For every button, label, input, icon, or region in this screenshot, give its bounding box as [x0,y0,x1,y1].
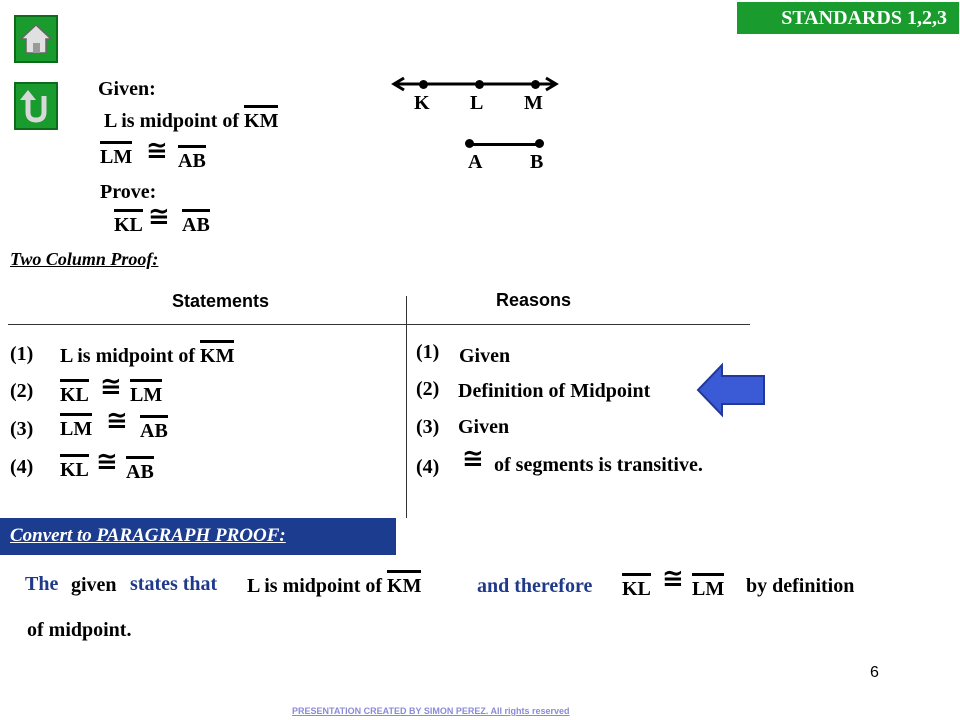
paragraph-and-therefore: and therefore [477,575,593,597]
table-horizontal-rule [8,324,750,325]
segment-lm: LM [100,146,133,168]
congruent-icon: ≅ [462,444,484,474]
reason-4: of segments is transitive. [494,454,703,476]
congruent-icon: ≅ [96,447,118,477]
row-number: (3) [10,418,34,440]
back-button[interactable] [14,82,58,130]
label-l: L [470,92,484,114]
reason-number: (3) [416,416,440,438]
u-turn-back-icon [16,84,56,128]
paragraph-of-midpoint: of midpoint. [27,619,132,641]
footer-credit-link[interactable]: PRESENTATION CREATED BY SIMON PEREZ. All rights reserved [292,706,570,716]
segment-km: KM [200,345,235,367]
given-label: Given: [98,78,156,100]
segment-lm: LM [130,384,163,406]
standards-badge [737,2,959,34]
segment-ab: AB [126,461,154,483]
given-line-1 [104,110,278,132]
point-b [535,139,544,148]
segment-kl: KL [622,578,651,600]
convert-banner-label: Convert to PARAGRAPH PROOF: [10,525,286,546]
segment-ab: AB [140,420,168,442]
row-number: (4) [10,456,34,478]
home-icon [16,17,56,61]
statement-1 [60,345,234,367]
paragraph-midpoint [247,575,421,597]
label-k: K [414,92,430,114]
reason-3: Given [458,416,510,438]
congruent-icon: ≅ [106,406,128,436]
statement-text: L is midpoint of [60,345,201,367]
paragraph-the: The [25,573,59,595]
paragraph-states-that: states that [130,573,218,595]
congruent-icon: ≅ [146,136,168,166]
pointer-arrow-icon [696,362,766,418]
statements-header: Statements [172,291,270,311]
statement-4 [60,447,180,489]
congruent-icon: ≅ [100,372,122,402]
segment-ab: AB [178,150,206,172]
reason-number: (4) [416,456,440,478]
row-number: (1) [10,343,34,365]
point-k [419,80,428,89]
point-m [531,80,540,89]
segment-kl: KL [60,384,89,406]
reason-2: Definition of Midpoint [458,380,651,402]
table-vertical-rule [406,296,407,518]
two-column-proof-heading: Two Column Proof: [10,249,159,269]
prove-label: Prove: [100,181,157,203]
label-b: B [530,151,544,173]
standards-label: STANDARDS 1,2,3 [781,7,947,29]
point-a [465,139,474,148]
segment-lm: LM [60,418,93,440]
given-midpoint-text: L is midpoint of [104,110,245,132]
congruent-icon: ≅ [148,202,170,232]
segment-km: KM [387,575,422,597]
segment-kl: KL [60,459,89,481]
reason-1: Given [459,345,511,367]
point-l [475,80,484,89]
segment-kl: KL [114,214,143,236]
row-number: (2) [10,380,34,402]
congruent-icon: ≅ [662,564,684,594]
home-button[interactable] [14,15,58,63]
reasons-header: Reasons [496,290,572,310]
paragraph-by-definition: by definition [746,575,855,597]
label-m: M [524,92,543,114]
given-line-2 [100,136,220,176]
segment-km: KM [244,110,279,132]
segment-lm: LM [692,578,725,600]
convert-banner [0,518,396,555]
segment-ab-diagram [470,143,540,146]
reason-number: (1) [416,341,440,363]
segment-ab: AB [182,214,210,236]
statement-3 [60,406,180,448]
reason-number: (2) [416,378,440,400]
prove-statement [114,202,234,244]
label-a: A [468,151,483,173]
paragraph-given: given [71,574,117,596]
paragraph-midpoint-text: L is midpoint of [247,575,388,597]
page-number: 6 [870,664,879,681]
paragraph-congruence [622,564,742,608]
